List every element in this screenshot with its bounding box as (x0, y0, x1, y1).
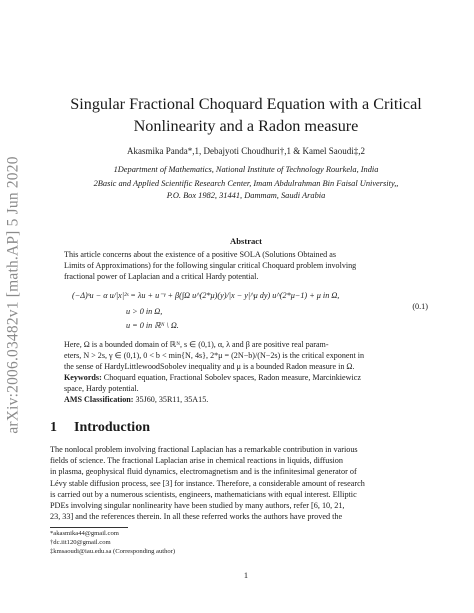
keywords (64, 372, 428, 405)
keywords-value-cont: space, Hardy potential. (64, 384, 139, 393)
abstract-line: Here, Ω is a bounded domain of ℝᴺ, s ∈ (0,1), α, λ and β are positive real param- (64, 340, 329, 349)
ams-label: AMS Classification: (64, 395, 134, 404)
abstract-line: eters, N > 2s, γ ∈ (0,1), 0 < b < min{N, 4s}, 2*μ = (2N−b)/(N−2s) is the critical exponent in (64, 351, 365, 361)
abstract-line: This article concerns about the existence of a positive SOLA (Solutions Obtained as (64, 250, 336, 259)
page-number: 1 (243, 571, 249, 580)
arxiv-stamp-text: arXiv:2006.03482v1 [math.AP] 5 Jun 2020 (5, 156, 22, 434)
abstract-heading: Abstract (230, 236, 262, 246)
section-heading (50, 420, 442, 436)
intro-line: fields of science. The fractional Laplacian arise in chemical reactions in liquids, diffusion (50, 456, 343, 466)
intro-line: Lévy stable diffusion process, see [3] for instance. Therefore, a considerable amount of research (50, 478, 365, 488)
intro-paragraph (50, 444, 442, 522)
section-number: 1 (50, 420, 57, 435)
affiliation-1: 1Department of Mathematics, National Institute of Technology Rourkela, India (113, 165, 379, 174)
abstract-line: fractional power of Laplacian and a critical Hardy potential. (64, 272, 259, 282)
footnote-1: *akasmika44@gmail.com (50, 530, 119, 537)
author-list: Akasmika Panda*,1, Debajyoti Choudhuri†,1 & Kamel Saoudi‡,2 (127, 146, 365, 156)
abstract-intro (64, 249, 428, 283)
keywords-label: Keywords: (64, 373, 102, 382)
equation-block (64, 285, 428, 335)
intro-line: is carried out by a numerous scientists, engineers, mathematicians with equal interest. Elliptic (50, 489, 357, 499)
intro-line: 23, 33] and the references therein. In all these referred works the authors have proved the (50, 512, 343, 522)
section-title: Introduction (74, 420, 150, 435)
arxiv-stamp (2, 130, 26, 460)
footnote-2: †dc.iit120@gmail.com (50, 539, 111, 546)
abstract-conditions (64, 339, 428, 373)
paper-title (50, 93, 442, 137)
abstract-line: the sense of HardyLittlewoodSobolev inequality and μ is a bounded Radon measure in Ω. (64, 362, 355, 372)
equation-line-2: u > 0 in Ω, (126, 307, 163, 316)
keywords-value: Choquard equation, Fractional Sobolev spaces, Radon measure, Marcinkiewicz (103, 373, 361, 382)
title-line-1: Singular Fractional Choquard Equation with a Critical (70, 95, 422, 113)
affiliation-2: 2Basic and Applied Scientific Research Center, Imam Abdulrahman Bin Faisal University,, (93, 179, 399, 188)
abstract-line: Limits of Approximations) for the following singular critical Choquard problem involving (64, 261, 357, 271)
footnote-3: ‡kmsaoudi@iau.edu.sa (Corresponding author) (50, 548, 176, 555)
intro-line: PDEs involving singular nonlinearity have been studied by many authors, refer [6, 10, 21, (50, 501, 345, 511)
ams-value: 35J60, 35R11, 35A15. (135, 395, 209, 404)
affiliation-2-address: P.O. Box 1982, 31441, Dammam, Saudi Arabia (166, 191, 326, 200)
intro-line: The nonlocal problem involving fractional Laplacian has a remarkable contribution in various (50, 445, 358, 454)
equation-number: (0.1) (412, 302, 428, 311)
title-line-2: Nonlinearity and a Radon measure (133, 117, 359, 135)
equation-line-3: u = 0 in ℝᴺ \ Ω. (126, 321, 179, 330)
equation-line-1: (−Δ)ˢu − α u/|x|²ˢ = λu + u⁻ᵞ + β(∫Ω u^(2*μ)(y)/|x − y|^μ dy) u^(2*μ−1) + μ in Ω, (72, 291, 340, 300)
intro-line: in plasma, geophysical fluid dynamics, electromagnetism and is the infinitesimal generator of (50, 467, 357, 477)
footnote-rule (50, 527, 128, 528)
